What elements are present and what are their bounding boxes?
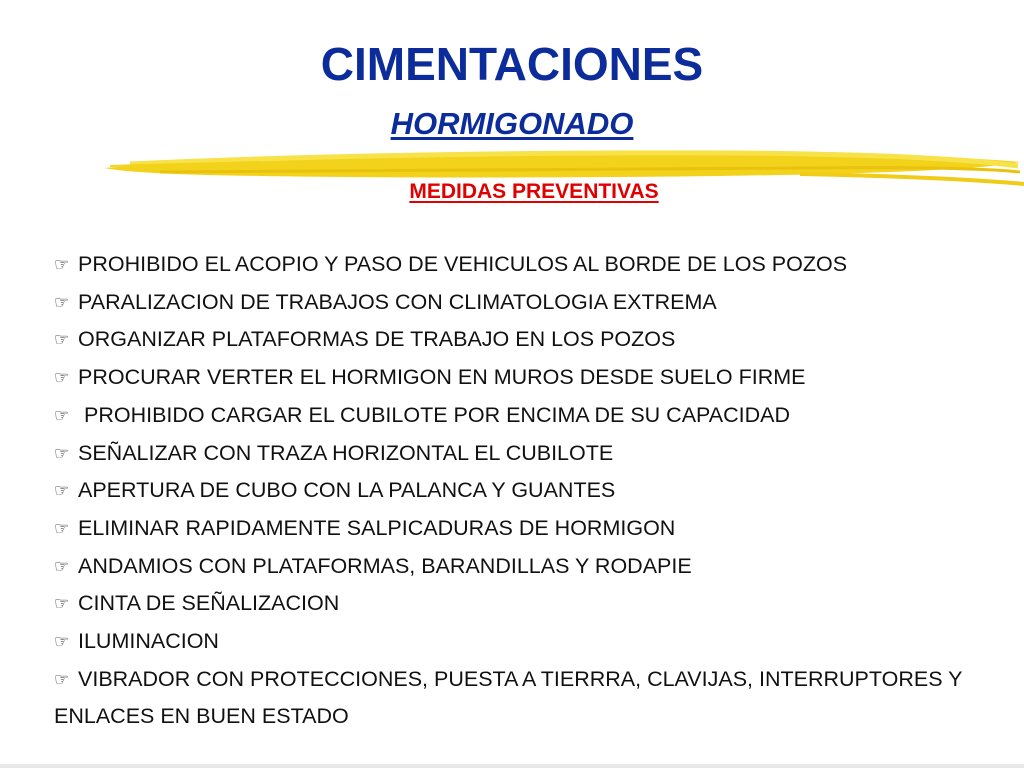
pointing-hand-icon: ☞ — [54, 518, 70, 538]
slide-subtitle: HORMIGONADO — [390, 106, 634, 141]
list-item: ☞ PARALIZACION DE TRABAJOS CON CLIMATOLOGIA EXTREMA — [54, 284, 1014, 322]
pointing-hand-icon: ☞ — [54, 443, 70, 463]
pointing-hand-icon: ☞ — [54, 481, 70, 501]
list-item: ☞ ELIMINAR RAPIDAMENTE SALPICADURAS DE HORMIGON — [54, 510, 1014, 548]
pointing-hand-icon: ☞ — [54, 594, 70, 614]
list-item: ☞ VIBRADOR CON PROTECCIONES, PUESTA A TIERRRA, CLAVIJAS, INTERRUPTORES Y ENLACES EN BUEN ESTADO — [54, 661, 1014, 734]
slide-title: CIMENTACIONES — [320, 38, 704, 90]
pointing-hand-icon: ☞ — [54, 255, 70, 274]
list-item: ☞ SEÑALIZAR CON TRAZA HORIZONTAL EL CUBILOTE — [54, 435, 1014, 473]
section-heading: MEDIDAS PREVENTIVAS — [409, 180, 659, 203]
pointing-hand-icon: ☞ — [54, 292, 70, 312]
list-item: ☞ APERTURA DE CUBO CON LA PALANCA Y GUANTES — [54, 472, 1014, 510]
list-item: ☞ CINTA DE SEÑALIZACION — [54, 585, 1014, 623]
pointing-hand-icon: ☞ — [54, 368, 70, 388]
pointing-hand-icon: ☞ — [54, 556, 70, 576]
footer-divider — [0, 764, 1024, 768]
pointing-hand-icon: ☞ — [54, 669, 70, 689]
list-item: ☞ PROHIBIDO EL ACOPIO Y PASO DE VEHICULOS AL BORDE DE LOS POZOS — [54, 246, 1014, 284]
pointing-hand-icon: ☞ — [54, 632, 70, 652]
list-item: ☞ ORGANIZAR PLATAFORMAS DE TRABAJO EN LOS POZOS — [54, 321, 1014, 359]
list-item: ☞ PROCURAR VERTER EL HORMIGON EN MUROS DESDE SUELO FIRME — [54, 359, 1014, 397]
list-item: ☞ ILUMINACION — [54, 623, 1014, 661]
preventive-measures-list — [54, 246, 1014, 734]
pointing-hand-icon: ☞ — [54, 405, 70, 425]
list-item: ☞ ANDAMIOS CON PLATAFORMAS, BARANDILLAS Y RODAPIE — [54, 548, 1014, 586]
list-item: ☞ PROHIBIDO CARGAR EL CUBILOTE POR ENCIMA DE SU CAPACIDAD — [54, 397, 1014, 435]
pointing-hand-icon: ☞ — [54, 330, 70, 350]
